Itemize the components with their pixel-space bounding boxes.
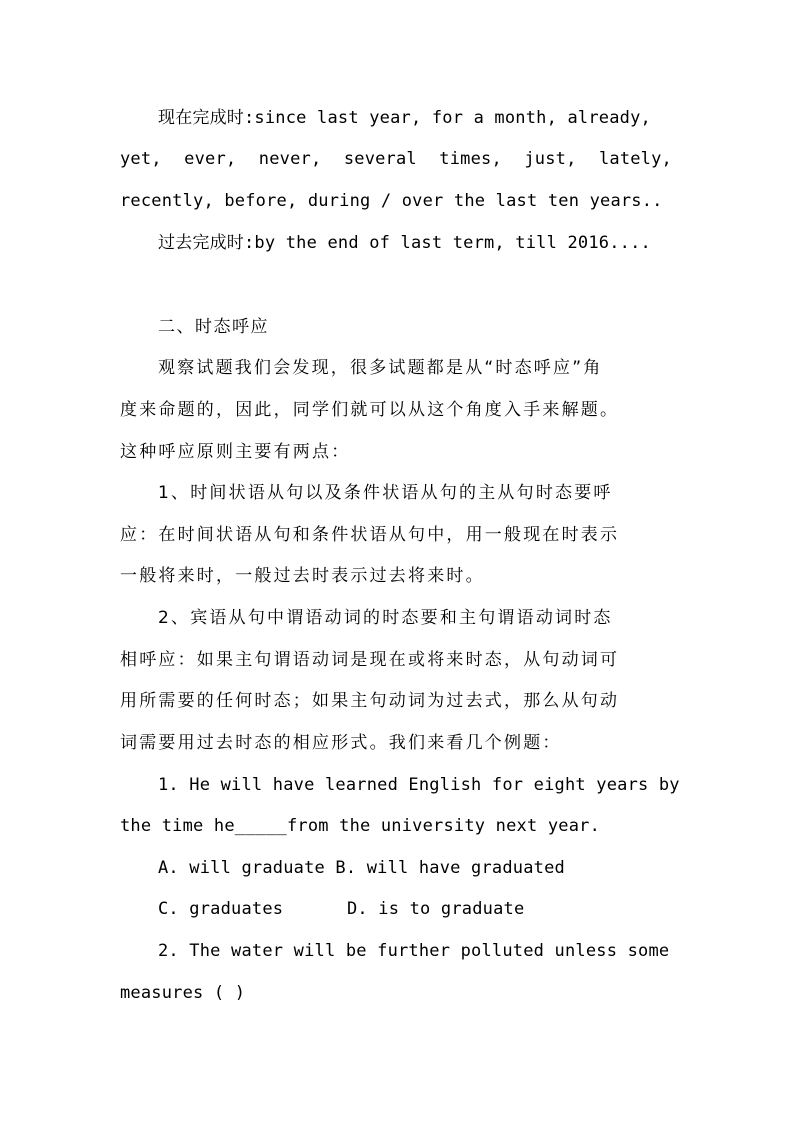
point-2-line-2: 相呼应：如果主句谓语动词是现在或将来时态，从句动词可 (120, 650, 620, 670)
point-1-line-1: 1、时间状语从句以及条件状语从句的主从句时态要呼 (158, 483, 613, 503)
point-2-line-1: 2、宾语从句中谓语动词的时态要和主句谓语动词时态 (158, 608, 613, 628)
present-perfect-line-3: recently, before, during / over the last ten years.. (120, 191, 663, 211)
intro-line-2: 度来命题的，因此，同学们就可以从这个角度入手来解题。 (120, 400, 620, 420)
question-2-line-2: measures ( ) (120, 983, 246, 1003)
point-1-line-2: 应：在时间状语从句和条件状语从句中，用一般现在时表示 (120, 525, 620, 545)
intro-line-1: 观察试题我们会发现，很多试题都是从“时态呼应”角 (158, 358, 603, 378)
section-heading-tense-agreement: 二、时态呼应 (158, 317, 269, 337)
question-2-line-1: 2. The water will be further polluted unless some (158, 941, 670, 961)
point-1-line-3: 一般将来时，一般过去时表示过去将来时。 (120, 566, 485, 586)
question-1-line-2: the time he_____from the university next year. (120, 816, 601, 836)
question-1-options-ab: A. will graduate B. will have graduated (158, 858, 565, 878)
question-1-option-c: C. graduates (158, 899, 284, 919)
question-1-line-1: 1. He will have learned English for eight years by (158, 775, 680, 795)
point-2-line-3: 用所需要的任何时态；如果主句动词为过去式，那么从句动 (120, 691, 620, 711)
intro-line-3: 这种呼应原则主要有两点： (120, 442, 351, 462)
present-perfect-line-2: yet, ever, never, several times, just, lately, (120, 149, 672, 169)
past-perfect-line: 过去完成时:by the end of last term, till 2016.... (158, 233, 651, 253)
question-1-option-d: D. is to graduate (347, 899, 525, 919)
present-perfect-line-1: 现在完成时:since last year, for a month, already, (158, 108, 651, 128)
point-2-line-4: 词需要用过去时态的相应形式。我们来看几个例题： (120, 733, 562, 753)
